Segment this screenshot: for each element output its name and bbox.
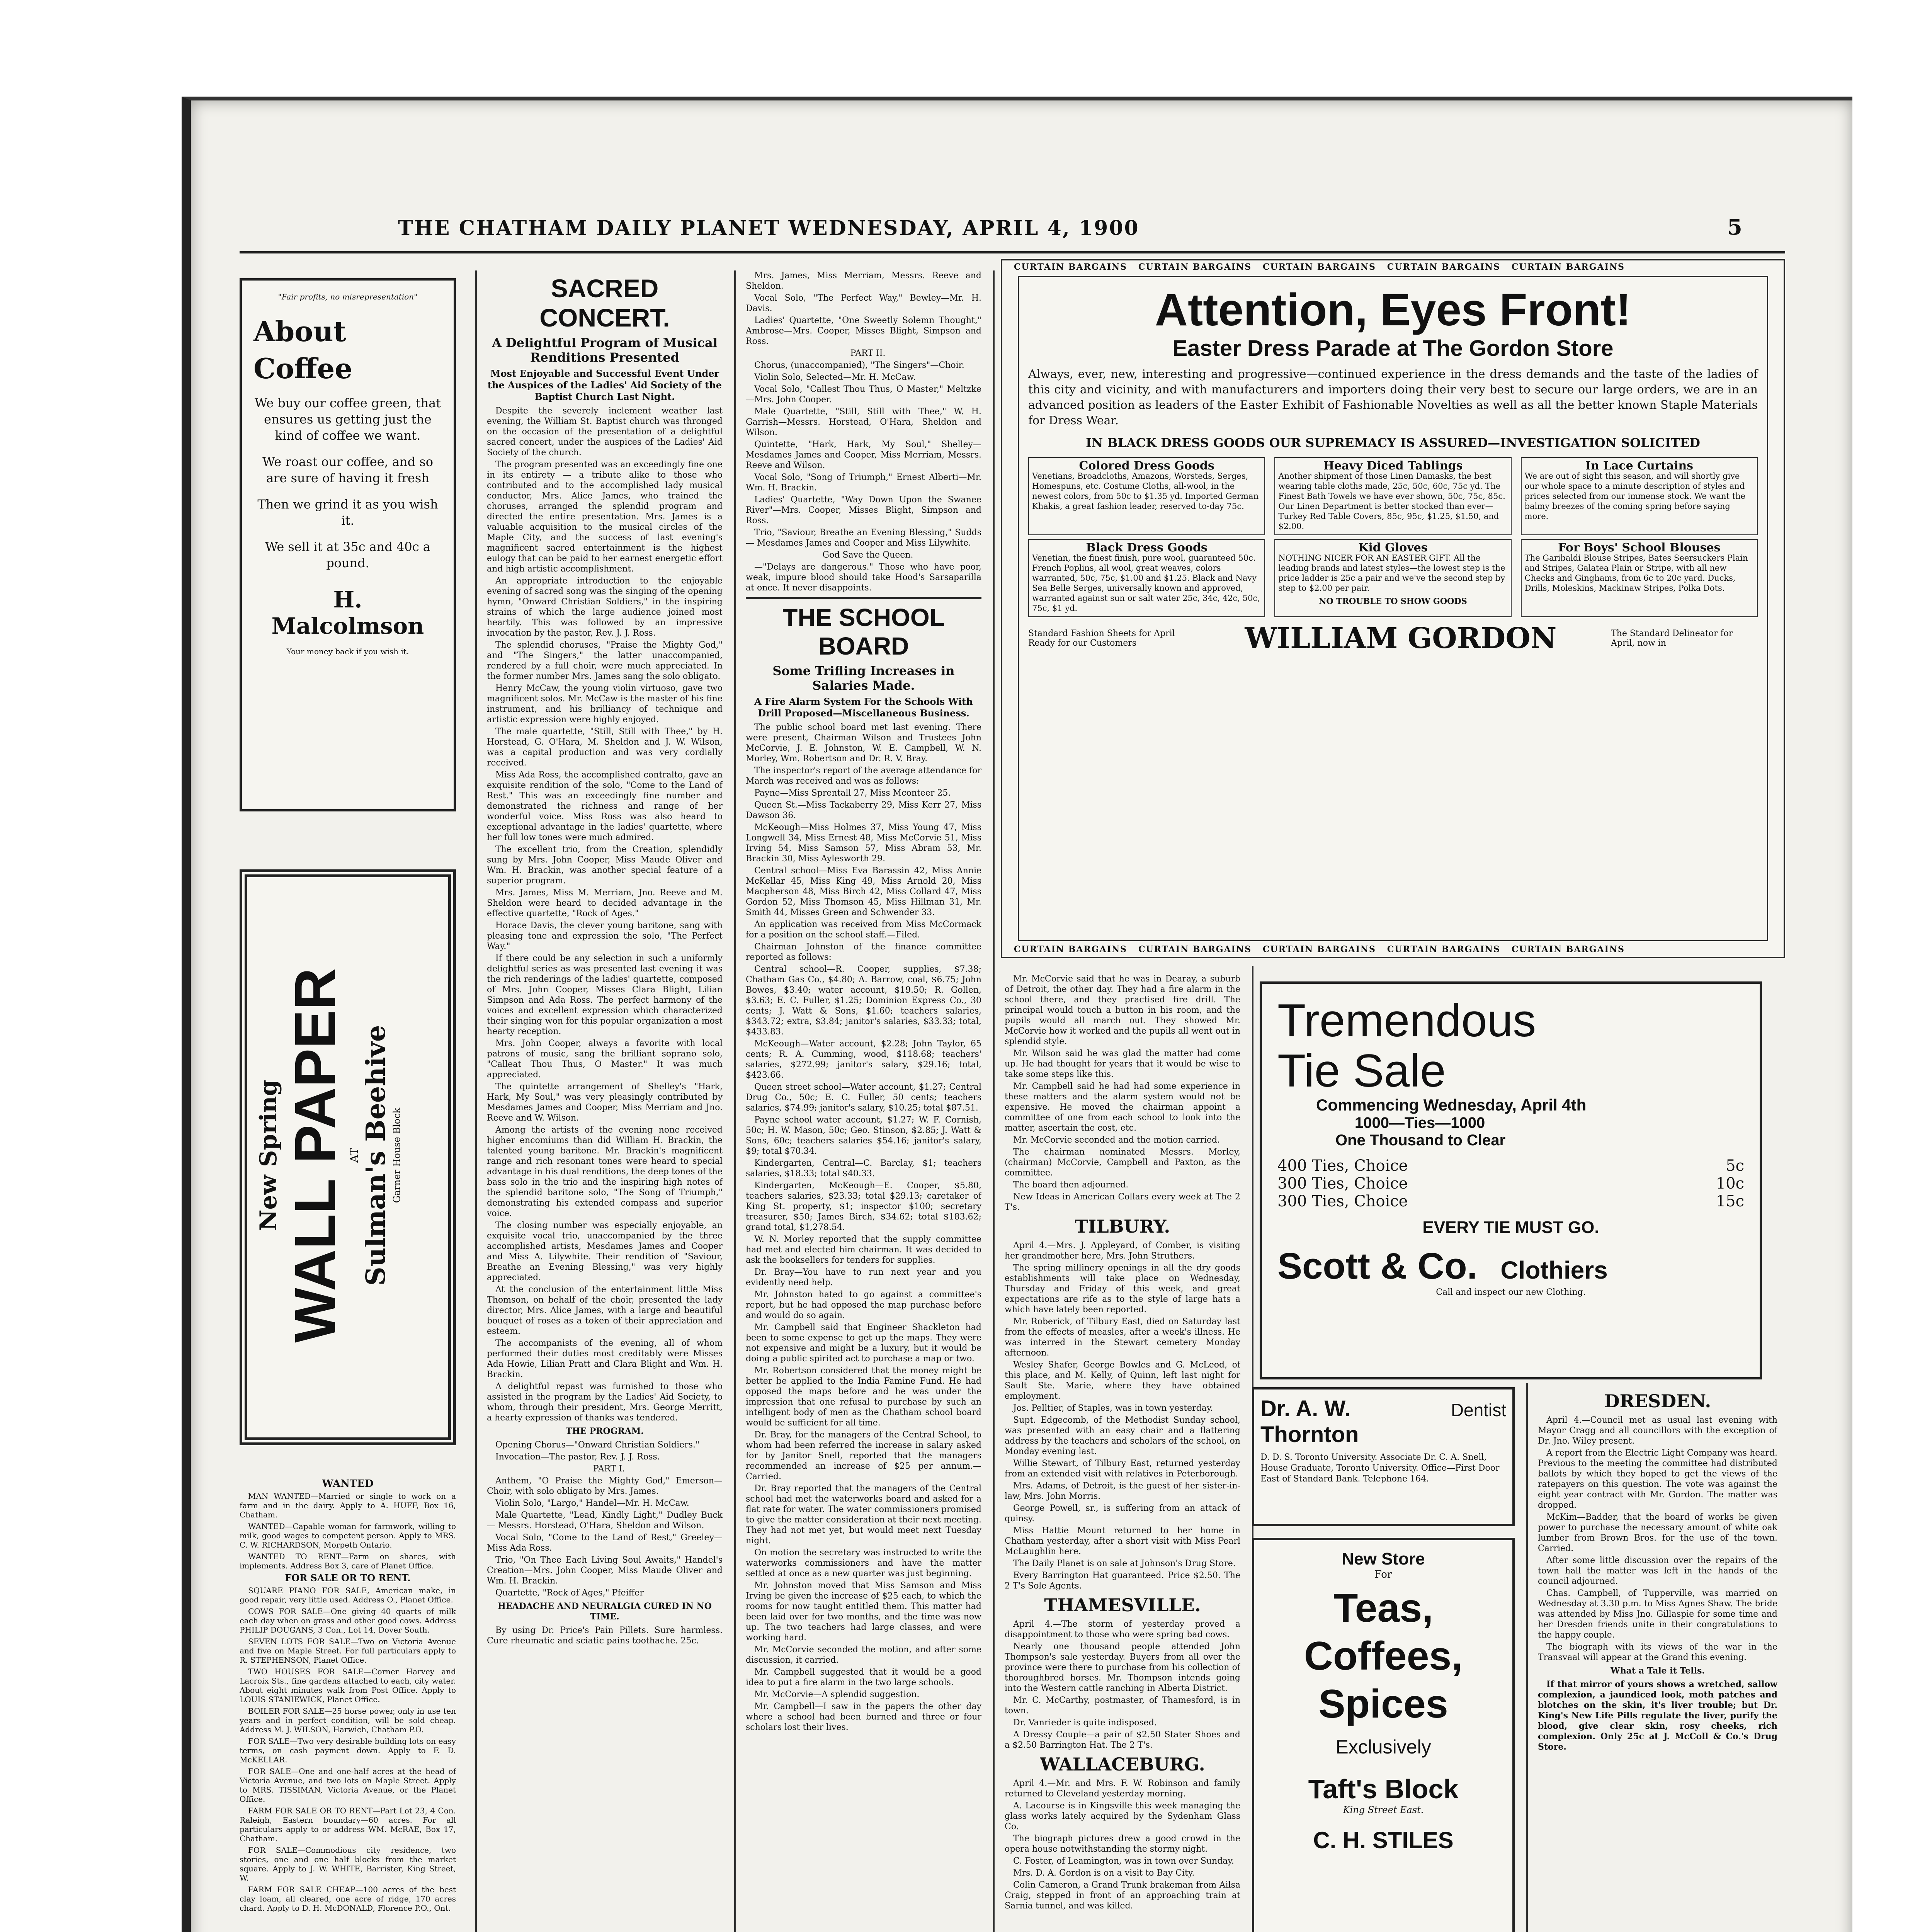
article-paragraph: The board then adjourned. — [1013, 1180, 1129, 1190]
article-paragraph: Kindergarten, McKeough—E. Cooper, $5.80, teachers salaries, $23.33; total $29.13; caretaker of King St. property, $1; inspector $100; secretary treasurer, $50; James Birch, $34.62; total $183.62; grand total, $1,278.54. — [746, 1181, 981, 1232]
wallpaper-ad — [240, 869, 456, 1445]
school-board-deck: A Fire Alarm System For the Schools With Drill Proposed—Miscellaneous Business. — [754, 696, 973, 719]
stiles-line2: Spices — [1318, 1682, 1448, 1726]
gordon-ad — [1001, 259, 1785, 958]
stiles-merchant: C. H. STILES — [1313, 1827, 1454, 1853]
article-paragraph: After some little discussion over the repairs of the town hall the matter was left in the hands of the council adjourned. — [1538, 1556, 1777, 1586]
thornton-head — [1260, 1396, 1506, 1447]
article-paragraph: Mr. McCorvie—A splendid suggestion. — [754, 1690, 920, 1699]
masthead: THE CHATHAM DAILY PLANET WEDNESDAY, APRIL 4, 1900 — [398, 216, 1139, 240]
article-paragraph: Every Barrington Hat guaranteed. Price $2.50. The 2 T's Sole Agents. — [1005, 1571, 1240, 1591]
tie-sale-count-words: One Thousand to Clear — [1335, 1132, 1506, 1149]
coffee-merchant: H. Malcolmson — [271, 587, 424, 639]
tie-sale-ad — [1260, 981, 1762, 1379]
section-rule — [746, 597, 981, 599]
article-paragraph: Despite the severely inclement weather last evening, the William St. Baptist church was thronged on the occasion of the presentation of a delightful sacred concert, under the auspices of the Ladies' Aid Society of the church. — [487, 406, 723, 457]
classified-item: WANTED TO RENT—Farm on shares, with implements. Address Box 3, care of Planet Office. — [240, 1552, 456, 1570]
dresden-column — [1538, 1387, 1777, 1920]
article-paragraph: A. Lacourse is in Kingsville this week managing the glass works lately acquired by the Sydenham Glass Co. — [1005, 1801, 1240, 1832]
tie-row: 300 Ties, Choice 15c — [1277, 1192, 1744, 1210]
stiles-ad — [1252, 1538, 1515, 1932]
page-number: 5 — [1727, 214, 1742, 240]
article-paragraph: Dr. Vanrieder is quite indisposed. — [1013, 1718, 1157, 1728]
thornton-title: Dentist — [1451, 1400, 1506, 1420]
article-paragraph: The male quartette, "Still, Still with Thee," by H. Horstead, G. O'Hara, M. Sheldon and J. W. Wilson, was a capital production and was very cordially received. — [487, 727, 723, 768]
hoods-note: —"Delays are dangerous." Those who have poor, weak, impure blood should take Hood's Sarsaparilla at once. It never disappoints. — [746, 562, 981, 593]
gordon-intro: Always, ever, new, interesting and progressive—continued experience in the dress demands and the taste of the ladies of this city and vicinity, and with manufacturers and importers doing their very best to secure our large orders, we are in an advanced position as leaders of the Easter Exhibit of Fashionable Novelties as well as all the better known Staple Materials for Dress Wear. — [1028, 367, 1758, 427]
article-paragraph: McKeough—Water account, $2.28; John Taylor, 65 cents; R. A. Cumming, wood, $118.68; teachers' salaries, $272.99; janitor's salary, $29.16; total, $423.66. — [746, 1039, 981, 1080]
article-paragraph: McKim—Badder, that the board of works be given power to purchase the necessary amount of white oak lumber from Brown Bros. for the use of the town. Carried. — [1538, 1512, 1777, 1553]
classifieds — [240, 1476, 456, 1932]
gordon-section: Colored Dress Goods Venetians, Broadcloths, Amazons, Worsteds, Serges, Homespuns, etc. Costume Cloths, all-wool, in the newest colors, from 50c to $1.35 yd. Imported German Khakis, a great fashion leader, reserved to-day 75c. — [1028, 457, 1265, 535]
article-paragraph: The chairman nominated Messrs. Morley, (chairman) McCorvie, Campbell and Paxton, as the committee. — [1005, 1147, 1240, 1178]
article-paragraph: A Dressy Couple—a pair of $2.50 Stater Shoes and a $2.50 Barrington Hat. The 2 T's. — [1005, 1730, 1240, 1750]
article-paragraph: Supt. Edgecomb, of the Methodist Sunday school, was presented with an easy chair and a flattering address by the teachers and scholars of the school, on Monday evening last. — [1005, 1415, 1240, 1456]
tie-row: 300 Ties, Choice 10c — [1277, 1175, 1744, 1192]
wallpaper-line2: WALL PAPER — [282, 968, 347, 1343]
article-paragraph: Mr. Roberick, of Tilbury East, died on Saturday last from the effects of measles, after a week's illness. He was interred in the Stewart cemetery Monday afternoon. — [1005, 1317, 1240, 1358]
article-paragraph: Mr. Wilson said he was glad the matter had come up. He had thought for years that it would be wise to take some steps like this. — [1005, 1049, 1240, 1079]
article-paragraph: April 4.—The storm of yesterday proved a disappointment to those who were spring bad cows. — [1005, 1619, 1240, 1639]
thornton-ad — [1252, 1387, 1515, 1526]
classified-item: FARM FOR SALE OR TO RENT—Part Lot 23, 4 Con. Raleigh, Eastern boundary—60 acres. For all particulars apply to or address WM. McRAE, Box 17, Chatham. — [240, 1806, 456, 1843]
classified-item: TWO HOUSES FOR SALE—Corner Harvey and Lacroix Sts., fine gardens attached to each, city water. About eight minutes walk from Post Office. Apply to LOUIS STANIEWICK, Planet Office. — [240, 1667, 456, 1704]
stiles-street: King Street East. — [1343, 1804, 1424, 1815]
gordon-footer — [1028, 622, 1758, 655]
gordon-section: For Boys' School Blouses The Garibaldi Blouse Stripes, Bates Seersuckers Plain and Stripes, Galatea Plain or Stripe, with all new Checks and Ginghams, from 6c to 20c yard. Ducks, Drills, Moleskins, Mackinaw Stripes, Polka Dots. — [1521, 539, 1758, 617]
coffee-line: We buy our coffee green, that ensures us getting just the kind of coffee we want. — [254, 396, 441, 443]
article-paragraph: McKeough—Miss Holmes 37, Miss Young 47, Miss Longwell 34, Miss Ernest 48, Miss McCorvie 51, Miss Irving 54, Miss Samson 57, Miss Abram 53, Mr. Brackin 30, Miss Aylesworth 29. — [746, 823, 981, 864]
coffee-line: We sell it at 35c and 40c a pound. — [265, 539, 430, 570]
tie-sale-footer: Call and inspect our new Clothing. — [1436, 1287, 1586, 1297]
article-paragraph: Mr. McCorvie seconded the motion, and after some discussion, it carried. — [746, 1645, 981, 1665]
classifieds-heading: WANTED — [322, 1478, 374, 1490]
gordon-merchant: WILLIAM GORDON — [1245, 622, 1557, 655]
classified-item: COWS FOR SALE—One giving 40 quarts of milk each day when on grass and other good cows. Address PHILIP DOUGANS, 3 Con., Lot 14, Dover South. — [240, 1607, 456, 1634]
article-paragraph: Mr. Johnston hated to go against a committee's report, but he had opposed the map purchase before and would do so again. — [746, 1290, 981, 1320]
classified-item: FARM FOR SALE CHEAP—100 acres of the best clay loam, all cleared, one acre of ridge, 170 acres chard. Apply to D. H. McDONALD, Florence P.O., Ont. — [240, 1885, 456, 1913]
article-paragraph: The Daily Planet is on sale at Johnson's Drug Store. — [1013, 1559, 1236, 1568]
sacred-concert-deck: Most Enjoyable and Successful Event Under the Auspices of the Ladies' Aid Society of the Baptist Church Last Night. — [487, 368, 722, 402]
program-item: Vocal Solo, "Callest Thou Thus, O Master," Meltzke—Mrs. John Cooper. — [746, 384, 981, 405]
masthead-rule — [240, 251, 1785, 253]
program-item: PART I. — [593, 1464, 625, 1474]
coffee-ad — [240, 278, 456, 811]
article-paragraph: If there could be any selection in such a uniformly delightful series as was presented last evening it was the rich renderings of the ladies' quartette, composed of Mrs. John Cooper, Misses Clara Blight, Lilian Simpson and Ada Ross. The perfect harmony of the voices and excellent expression which characterized their singing won for this popular organization a most hearty reception. — [487, 954, 723, 1036]
tie-sale-line2: Tie Sale — [1277, 1045, 1446, 1097]
coffee-line: We roast our coffee, and so are sure of having it fresh — [262, 454, 433, 485]
article-paragraph: Mr. Campbell—I saw in the papers the other day where a school had been burned and three or four scholars lost their lives. — [746, 1702, 981, 1732]
article-paragraph: Central school—Miss Eva Barassin 42, Miss Annie McKellar 45, Miss King 49, Miss Arnold 20, Miss Macpherson 48, Miss Birch 42, Miss Collard 47, Miss Gordon 52, Miss Thomson 45, Miss Hillman 31, Mr. Smith 44, Misses Green and Schwender 33. — [746, 866, 981, 917]
article-paragraph: April 4.—Mrs. J. Appleyard, of Comber, is visiting her grandmother here, Mrs. John Struthers. — [1005, 1241, 1240, 1261]
wallpaper-line1: New Spring — [255, 1080, 282, 1231]
classified-item: WANTED—Capable woman for farmwork, willing to milk, good wages to competent person. Apply to MRS. C. W. RICHARDSON, Morpeth Ontario. — [240, 1522, 456, 1549]
program-item: Trio, "On Thee Each Living Soul Awaits," Handel's Creation—Mrs. John Cooper, Miss Maude Oliver and Wm. H. Brackin. — [487, 1555, 723, 1586]
classified-item: BOILER FOR SALE—25 horse power, only in use ten years and in perfect condition, will be sold cheap. Address M. J. WILSON, Harwich, Chatham P.O. — [240, 1706, 456, 1734]
program-item: Ladies' Quartette, "Way Down Upon the Swanee River"—Mrs. Cooper, Misses Blight, Simpson and Ross. — [746, 495, 981, 526]
gordon-footer-left: Standard Fashion Sheets for April Ready for our Customers — [1028, 629, 1175, 648]
article-paragraph: Dr. Bray reported that the managers of the Central school had met the waterworks board and asked for a flat rate for water. The water commissioners promised to give the matter consideration at their next meeting. They had not met yet, but would meet next Tuesday night. — [746, 1484, 981, 1546]
article-paragraph: Central school—R. Cooper, supplies, $7.38; Chatham Gas Co., $4.80; A. Barrow, coal, $6.75; John Bowes, $3.40; water account, $19.50; R. Gollen, $3.63; E. C. Fuller, $1.25; Dominion Express Co., 30 cents; J. Watt & Sons, $1.60; teachers salaries, $343.72; extra, $3.84; janitor's salaries, $33.33; total, $433.83. — [746, 964, 981, 1037]
gordon-section: Heavy Diced Tablings Another shipment of those Linen Damasks, the best wearing table cloths made, 25c, 50c, 60c, 75c yd. The Finest Bath Towels we have ever shown, 50c, 75c, 85c. Our Linen Department is better stocked than ever—Turkey Red Table Covers, 85c, 95c, $1.25, $1.50, and $2.00. — [1274, 457, 1511, 535]
article-paragraph: April 4.—Council met as usual last evening with Mayor Cragg and all councillors with the exception of Dr. Jno. Wiley present. — [1538, 1415, 1777, 1446]
tie-sale-count: 1000—Ties—1000 — [1355, 1114, 1485, 1131]
gordon-section: Black Dress Goods Venetian, the finest finish, pure wool, guaranteed 50c. French Poplins, all wool, great weaves, colors warranted, 50c, 75c, $1.00 and $1.25. Black and Navy Sea Belle Serges, universally known and approved, warranted against sun or salt water 25c, 34c, 42c, 50c, 75c, $1 yd. — [1028, 539, 1265, 617]
program-heading: THE PROGRAM. — [566, 1426, 644, 1436]
article-paragraph: Mrs. Adams, of Detroit, is the guest of her sister-in-law, Mrs. John Morris. — [1005, 1481, 1240, 1501]
article-paragraph: On motion the secretary was instructed to write the waterworks commissioners and have the matter settled at once as a new quarter was just beginning. — [746, 1548, 981, 1578]
article-paragraph: George Powell, sr., is suffering from an attack of quinsy. — [1005, 1503, 1240, 1524]
gordon-section: In Lace Curtains We are out of sight this season, and will shortly give our whole space to a minute description of styles and prices selected from our immense stock. We want the balmy breezes of the coming spring before saying more. — [1521, 457, 1758, 535]
coffee-footer: Your money back if you wish it. — [286, 647, 409, 656]
program-item: Vocal Solo, "Song of Triumph," Ernest Alberti—Mr. Wm. H. Brackin. — [746, 473, 981, 493]
article-paragraph: An appropriate introduction to the enjoyable evening of sacred song was the singing of the opening hymn, "Onward Christian Soldiers," in the inspiring strains of which the large audience joined most heartily. This was followed by an impressive invocation by the pastor, Rev. J. J. Ross. — [487, 576, 723, 638]
tale-body: If that mirror of yours shows a wretched, sallow complexion, a jaundiced look, moth patches and blotches on the skin, it's liver trouble; but Dr. King's New Life Pills regulate the liver, purify the blood, give clear skin, rosy cheeks, rich complexion. Only 25c at J. McColl & Co.'s Drug Store. — [1538, 1679, 1777, 1752]
border-label: CURTAIN BARGAINS CURTAIN BARGAINS CURTAIN BARGAINS CURTAIN BARGAINS CURTAIN BARGAINS — [1014, 262, 1625, 272]
article-paragraph: The biograph with its views of the war in the Transvaal will appear at the Grand this evening. — [1538, 1642, 1777, 1662]
gordon-subheadline: Easter Dress Parade at The Gordon Store — [1172, 336, 1614, 361]
thamesville-heading: THAMESVILLE. — [1044, 1595, 1201, 1616]
tie-sale-commencing: Commencing Wednesday, April 4th — [1316, 1096, 1587, 1114]
classified-item: MAN WANTED—Married or single to work on a farm and in the dairy. Apply to A. HUFF, Box 16, Chatham. — [240, 1492, 456, 1519]
article-paragraph: Chairman Johnston of the finance committee reported as follows: — [746, 942, 981, 962]
article-paragraph: Queen St.—Miss Tackaberry 29, Miss Kerr 27, Miss Dawson 36. — [746, 800, 981, 820]
wallpaper-line5: Garner House Block — [391, 1107, 402, 1203]
tie-sale-must-go: EVERY TIE MUST GO. — [1422, 1218, 1599, 1237]
article-paragraph: The quintette arrangement of Shelley's "Hark, Hark, My Soul," was very pleasingly contributed by Mesdames James and Cooper, Miss Merriam and Jno. Reeve and W. Wilson. — [487, 1082, 723, 1123]
article-paragraph: Mr. McCorvie seconded and the motion carried. — [1013, 1135, 1220, 1145]
sacred-concert-title: SACRED CONCERT. — [539, 274, 670, 332]
border-label: CURTAIN BARGAINS CURTAIN BARGAINS CURTAIN BARGAINS CURTAIN BARGAINS CURTAIN BARGAINS — [1014, 944, 1625, 954]
stiles-block: Taft's Block — [1308, 1774, 1459, 1804]
article-paragraph: The inspector's report of the average attendance for March was received and was as follows: — [746, 766, 981, 786]
article-paragraph: April 4.—Mr. and Mrs. F. W. Robinson and family returned to Cleveland yesterday morning. — [1005, 1779, 1240, 1799]
article-paragraph: Mrs. John Cooper, always a favorite with local patrons of music, sang the brilliant soprano solo, "Calleat Thou Thus, O Master." It was much appreciated. — [487, 1039, 723, 1080]
coffee-line: Then we grind it as you wish it. — [257, 497, 438, 528]
column-rule — [734, 270, 736, 1932]
article-paragraph: Mr. Campbell suggested that it would be a good idea to put a fire alarm in the two large schools. — [746, 1667, 981, 1687]
stiles-exclusive: Exclusively — [1335, 1736, 1431, 1758]
article-paragraph: Horace Davis, the clever young baritone, sang with pleasing tone and expression the solo, "The Perfect Way." — [487, 921, 723, 951]
gordon-footer-right: The Standard Delineator for April, now in — [1611, 629, 1733, 648]
article-paragraph: Payne—Miss Sprentall 27, Miss Mconteer 25. — [754, 788, 951, 798]
patent-body: By using Dr. Price's Pain Pillets. Sure harmless. Cure rheumatic and sciatic pains toothache. 25c. — [487, 1626, 723, 1646]
program-item: Ladies' Quartette, "One Sweetly Solemn Thought," Ambrose—Mrs. Cooper, Misses Blight, Simpson and Ross. — [746, 316, 981, 346]
patent-heading: HEADACHE AND NEURALGIA CURED IN NO TIME. — [498, 1601, 712, 1622]
tie-sale-merchant: Scott & Co. — [1277, 1245, 1478, 1287]
school-board-subtitle: Some Trifling Increases in Salaries Made. — [772, 663, 955, 693]
article-paragraph: The excellent trio, from the Creation, splendidly sung by Mrs. John Cooper, Miss Maude Oliver and Wm. H. Brackin, was another special feature of a superior program. — [487, 845, 723, 886]
program-item: Chorus, (unaccompanied), "The Singers"—Choir. — [754, 361, 964, 370]
article-paragraph: Mr. Johnston moved that Miss Samson and Miss Irving be given the increase of $25 each, to which the rooms for now taught entitled them. This matter had been laid over for two months, and the time was now up. The two teachers had large classes, and were working hard. — [746, 1581, 981, 1643]
program-item: Trio, "Saviour, Breathe an Evening Blessing," Sudds — Mesdames James and Cooper and Miss Lilywhite. — [746, 528, 981, 548]
tie-sale-rows — [1277, 1157, 1744, 1210]
article-paragraph: Mrs. D. A. Gordon is on a visit to Bay City. — [1013, 1868, 1195, 1878]
stiles-for: For — [1374, 1569, 1392, 1580]
program-item: Vocal Solo, "Come to the Land of Rest," Greeley—Miss Ada Ross. — [487, 1533, 723, 1553]
article-paragraph: A report from the Electric Light Company was heard. Previous to the meeting the committee had distributed ballots by which they hoped to get the views of the ratepayers on this question. The vote was against the eight year contract with Mr. Gordon. The matter was dropped. — [1538, 1448, 1777, 1510]
article-paragraph: Mrs. James, Miss M. Merriam, Jno. Reeve and M. Sheldon were heard to decided advantage in the effective quartette, "Rock of Ages." — [487, 888, 723, 918]
gordon-section: Kid Gloves NOTHING NICER FOR AN EASTER GIFT. All the leading brands and latest styles—the lowest step is the price ladder is 25c a pair and we've the second step by step to $2.00 per pair. NO TROUBLE TO SHOW GOODS — [1274, 539, 1511, 617]
article-paragraph: Kindergarten, Central—C. Barclay, $1; teachers salaries, $18.33; total $40.33. — [746, 1158, 981, 1179]
coffee-heading: About Coffee — [253, 315, 353, 385]
program-item: Quartette, "Rock of Ages," Pfeiffer — [495, 1588, 644, 1598]
classified-item: FOR SALE—Two very desirable building lots on easy terms, on cash payment down. Apply to F. D. McKELLAR. — [240, 1736, 456, 1764]
program-item: PART II. — [850, 349, 886, 358]
article-paragraph: Colin Cameron, a Grand Trunk brakeman from Ailsa Craig, stepped in front of an approaching train at Sarnia tunnel, and was killed. — [1005, 1880, 1240, 1911]
program-item: Opening Chorus—"Onward Christian Soldiers." — [495, 1440, 700, 1450]
tie-row: 400 Ties, Choice 5c — [1277, 1157, 1744, 1175]
article-paragraph: W. N. Morley reported that the supply committee had met and elected him chairman. It was decided to ask the booksellers for tenders for supplies. — [746, 1235, 981, 1265]
article-paragraph: Mr. McCorvie said that he was in Dearay, a suburb of Detroit, the other day. They had a fire alarm in the school there, and they practised fire drill. The principal would touch a button in his room, and the pupils would all march out. They showed Mr. McCorvie how it worked and the pupils all went out in splendid style. — [1005, 974, 1240, 1046]
article-paragraph: Dr. Bray, for the managers of the Central School, to whom had been referred the increase in salary asked for by Janitor Snell, reported that the managers recommended an increase of $25 per annum.—Carried. — [746, 1430, 981, 1481]
article-paragraph: Mr. C. McCarthy, postmaster, of Thamesford, is in town. — [1005, 1696, 1240, 1716]
tale-heading: What a Tale it Tells. — [1610, 1666, 1705, 1676]
school-board-title: THE SCHOOL BOARD — [782, 604, 945, 660]
article-paragraph: New Ideas in American Collars every week at The 2 T's. — [1005, 1192, 1240, 1212]
program-item: Mrs. James, Miss Merriam, Messrs. Reeve and Sheldon. — [746, 271, 981, 291]
classified-item: FOR SALE—One and one-half acres at the head of Victoria Avenue, and two lots on Maple Street. Apply to MRS. TISSIMAN, Victoria Avenue, or the Planet Office. — [240, 1767, 456, 1804]
gordon-banner: IN BLACK DRESS GOODS OUR SUPREMACY IS ASSURED—INVESTIGATION SOLICITED — [1086, 435, 1700, 450]
tie-sale-merchant-type: Clothiers — [1500, 1256, 1608, 1284]
program-item: Vocal Solo, "The Perfect Way," Bewley—Mr. H. Davis. — [746, 293, 981, 313]
sacred-concert-subtitle: A Delightful Program of Musical Renditions Presented — [492, 335, 718, 365]
article-paragraph: Dr. Bray—You have to run next year and you evidently need help. — [746, 1267, 981, 1287]
program-item: Male Quartette, "Lead, Kindly Light," Dudley Buck — Messrs. Horstead, O'Hara, Sheldon and Wilson. — [487, 1510, 723, 1531]
article-paragraph: An application was received from Miss McCormack for a position on the school staff.—Filed. — [746, 920, 981, 940]
classified-item: SQUARE PIANO FOR SALE, American make, in good repair, very little used. Address O., Planet Office. — [240, 1586, 456, 1604]
gordon-inner — [1018, 276, 1768, 941]
wallaceburg-heading: WALLACEBURG. — [1040, 1754, 1205, 1775]
article-paragraph: Among the artists of the evening none received higher encomiums than did William H. Brackin, the talented young baritone. Mr. Brackin's magnificent range and rich resonant tones were heard to special advantage in his dual renditions, the deep tones of the bass solo in the trio and the inspiring high notes of the splendid baritone solo, "The Song of Triumph," demonstrating his extended compass and superior voice. — [487, 1125, 723, 1218]
school-board-column — [746, 270, 981, 1932]
article-paragraph: Chas. Campbell, of Tupperville, was married on Wednesday at 3.30 p.m. to Miss Agnes Shaw. The bride was attended by Miss Jno. Gillaspie for some time and her Dresden friends unite in their congratulations to the happy couple. — [1538, 1588, 1777, 1640]
stiles-top: New Store — [1342, 1549, 1425, 1568]
article-paragraph: At the conclusion of the entertainment little Miss Thomson, on behalf of the choir, presented the lady director, Mrs. Alice James, with a large and beautiful bouquet of roses as a token of their appreciation and esteem. — [487, 1285, 723, 1336]
thornton-body: D. D. S. Toronto University. Associate Dr. C. A. Snell, House Graduate, Toronto University. Office—First Door East of Standard Bank. Telephone 164. — [1260, 1452, 1500, 1484]
article-paragraph: Mr. Robertson considered that the money might be better be applied to the India Famine Fund. He had opposed the maps before and he was under the impression that one refusal to purchase by such an intelligent body of men as the Chatham school board would be sufficient for all time. — [746, 1366, 981, 1428]
program-item: Violin Solo, "Largo," Handel—Mr. H. McCaw. — [495, 1498, 689, 1508]
tie-sale-line1: Tremendous — [1277, 995, 1536, 1046]
coffee-lines — [253, 395, 442, 571]
article-paragraph: Miss Hattie Mount returned to her home in Chatham yesterday, after a short visit with Miss Pearl McLaughlin here. — [1005, 1526, 1240, 1556]
wallpaper-line4: Sulman's Beehive — [361, 1025, 391, 1286]
gordon-headline: Attention, Eyes Front! — [1155, 284, 1631, 335]
article-paragraph: Wesley Shafer, George Bowles and G. McLeod, of this place, and M. Kelly, of Quinn, left last night for Sault Ste. Marie, where they have obtained employment. — [1005, 1360, 1240, 1401]
column-rule — [993, 270, 995, 1932]
column-rule — [475, 270, 477, 1932]
article-paragraph: Payne school water account, $1.27; W. F. Cornish, 50c; H. W. Mason, 50c; Geo. Stinson, $2.85; J. Watt & Sons, 60c; teachers salaries $54.16; janitor's salary, $9; total $70.34. — [746, 1115, 981, 1156]
gordon-sections — [1028, 457, 1758, 617]
article-paragraph: Nearly one thousand people attended John Thompson's sale yesterday. Buyers from all over the province were there to purchase from his collection of thoroughbred horses. Mr. Thompson intends going into the Western cattle ranching in Alberta District. — [1005, 1642, 1240, 1693]
article-paragraph: C. Foster, of Leamington, was in town over Sunday. — [1013, 1856, 1234, 1866]
classified-item: SEVEN LOTS FOR SALE—Two on Victoria Avenue and five on Maple Street. For full particulars apply to R. STEPHENSON, Planet Office. — [240, 1637, 456, 1665]
article-paragraph: The public school board met last evening. There were present, Chairman Wilson and Trustees John McCorvie, J. E. Johnston, W. E. Campbell, W. N. Morley, Wm. Robertson and Dr. R. V. Bray. — [746, 723, 981, 764]
article-paragraph: Mr. Campbell said he had had some experience in these matters and the alarm system would not be expensive. He moved the chairman appoint a committee of one from each school to look into the matter, ascertain the cost, etc. — [1005, 1082, 1240, 1133]
article-paragraph: Miss Ada Ross, the accomplished contralto, gave an exquisite rendition of the solo, "Come to the Land of Rest." This was an exceedingly fine number and demonstrated the richness and range of her wonderful voice. Miss Ross was also heard to exceptional advantage in the ladies' quartette, where her full low tones were much admired. — [487, 770, 723, 842]
program-item: Invocation—The pastor, Rev. J. J. Ross. — [495, 1452, 660, 1462]
article-paragraph: Queen street school—Water account, $1.27; Central Drug Co., 50c; E. C. Fuller, 50 cents; teachers salaries, $74.99; janitor's salary, $10.25; total $87.51. — [746, 1082, 981, 1113]
article-paragraph: The accompanists of the evening, all of whom performed their duties most creditably were Misses Ada Howie, Lilian Pratt and Clara Blight and Wm. H. Brackin. — [487, 1338, 723, 1379]
local-news-column — [1005, 974, 1240, 1932]
article-paragraph: A delightful repast was furnished to those who assisted in the program by the Ladies' Aid Society, to whom, through their president, Mrs. George Merritt, a hearty expression of thanks was tendered. — [487, 1382, 723, 1423]
tie-sale-merchant-row — [1277, 1245, 1744, 1287]
program-item: Anthem, "O Praise the Mighty God," Emerson—Choir, with solo obligato by Mrs. James. — [487, 1476, 723, 1496]
article-paragraph: The closing number was especially enjoyable, an exquisite vocal trio, unaccompanied by the three accomplished artists, Mesdames James and Cooper and Miss A. Lilywhite. Their rendition of "Saviour, Breathe an Evening Blessing," was very highly appreciated. — [487, 1221, 723, 1282]
program-item: God Save the Queen. — [822, 550, 913, 560]
program-item: Violin Solo, Selected—Mr. H. McCaw. — [754, 372, 916, 382]
coffee-motto: "Fair profits, no misrepresentation" — [278, 292, 418, 301]
article-paragraph: Willie Stewart, of Tilbury East, returned yesterday from an extended visit with relatives in Peterborough. — [1005, 1459, 1240, 1479]
article-paragraph: The program presented was an exceedingly fine one in its entirety — a tribute alike to those who contributed and to the accomplished lady musical conductor, Mrs. Alice James, who trained the choruses, arranged the splendid program and directed the entire presentation. Mrs. James is a valuable acquisition to the musical circles of the Maple City, and the success of last evening's magnificent sacred entertainment is the highest eulogy that can be paid to her earnest energetic effort and high artistic accomplishment. — [487, 460, 723, 574]
sacred-concert-article — [487, 270, 723, 1932]
stiles-line1: Teas, Coffees, — [1304, 1586, 1463, 1679]
column-rule — [1526, 1383, 1528, 1932]
article-paragraph: The spring millinery openings in all the dry goods establishments will take place on Wednesday, Thursday and Friday of this week, and great expectations are rife as to the style of large hats a which have lately been reported. — [1005, 1263, 1240, 1315]
program-item: Quintette, "Hark, Hark, My Soul," Shelley—Mesdames James and Cooper, Miss Merriam, Messrs. Reeve and Wilson. — [746, 440, 981, 470]
classified-item: FOR SALE—Commodious city residence, two stories, one and one half blocks from the market square. Apply to J. W. WHITE, Barrister, King Street, W. — [240, 1845, 456, 1883]
article-paragraph: Mr. Campbell said that Engineer Shackleton had been to some expense to get up the maps. They were not expensive and might be a luxury, but it would be doing a public spirited act to purchase a map or two. — [746, 1323, 981, 1364]
article-paragraph: Henry McCaw, the young violin virtuoso, gave two magnificent solos. Mr. McCaw is the master of his fine instrument, and his brilliancy of technique and artistic expression were highly enjoyed. — [487, 684, 723, 724]
article-paragraph: The biograph pictures drew a good crowd in the opera house notwithstanding the stormy night. — [1005, 1834, 1240, 1854]
tilbury-heading: TILBURY. — [1075, 1216, 1170, 1237]
thornton-name: Dr. A. W. Thornton — [1260, 1396, 1359, 1447]
dresden-heading: DRESDEN. — [1604, 1391, 1711, 1412]
article-paragraph: The splendid choruses, "Praise the Mighty God," and "The Singers," the latter unaccompanied, rendered by a full choir, were much appreciated. In the former number Mrs. James sang the solo obligato. — [487, 640, 723, 681]
article-paragraph: Jos. Pelltier, of Staples, was in town yesterday. — [1013, 1403, 1213, 1413]
for-sale-heading: FOR SALE OR TO RENT. — [285, 1572, 411, 1583]
wallpaper-line3: AT — [348, 1148, 361, 1163]
wallpaper-rotated-text — [255, 893, 402, 1418]
program-item: Male Quartette, "Still, Still with Thee," W. H. Garrish—Messrs. Horstead, O'Hara, Sheldon and Wilson. — [746, 407, 981, 437]
